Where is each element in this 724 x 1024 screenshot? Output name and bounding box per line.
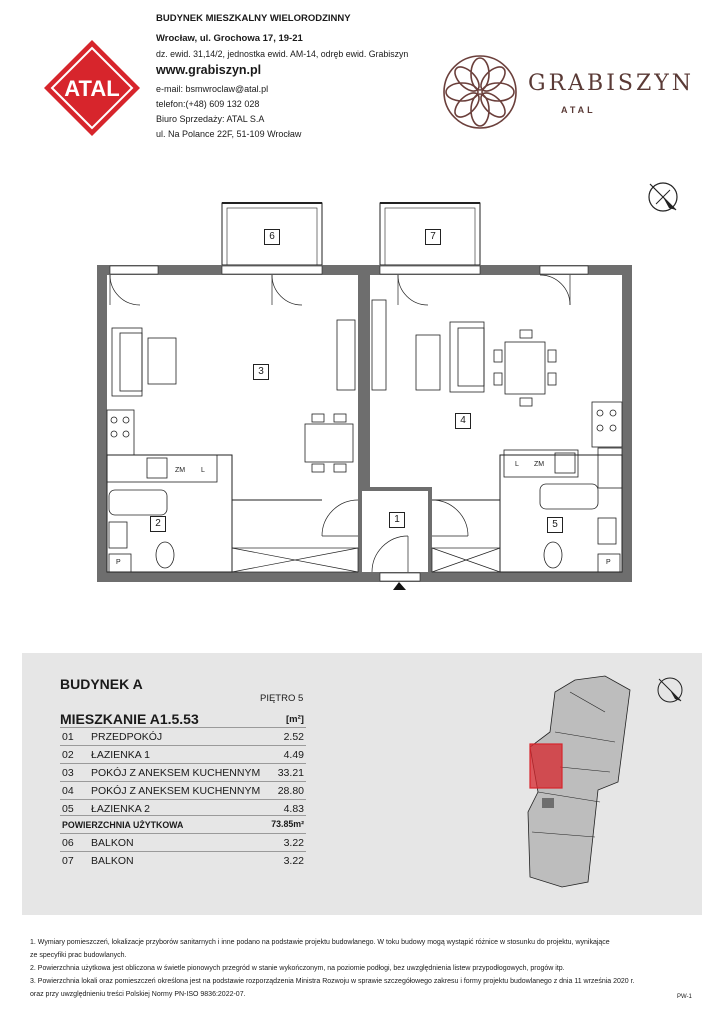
room-row: 04 POKÓJ Z ANEKSEM KUCHENNYM 28.80 — [60, 781, 306, 799]
room-label-3: 3 — [253, 364, 269, 380]
floor-plan — [0, 170, 724, 600]
fixture-l-right: L — [515, 461, 519, 468]
balcony-row: 06 BALKON 3.22 — [60, 833, 306, 851]
header-website[interactable]: www.grabiszyn.pl — [156, 63, 262, 77]
brand-name: GRABISZYN — [528, 71, 695, 96]
room-row: 01 PRZEDPOKÓJ 2.52 — [60, 727, 306, 745]
footnote: oraz przy uwzględnieniu treści Polskiej Normy PN-ISO 9836:2022-07. — [30, 991, 246, 998]
area-unit: [m²] — [286, 714, 304, 725]
room-row: 03 POKÓJ Z ANEKSEM KUCHENNYM 33.21 — [60, 763, 306, 781]
building-key-plan — [510, 672, 660, 897]
header-phone: telefon:(+48) 609 132 028 — [156, 99, 260, 109]
apartment-highlight — [530, 744, 562, 788]
total-area-value: 73.85m² — [271, 819, 304, 829]
header-address: Wrocław, ul. Grochowa 17, 19-21 — [156, 33, 303, 44]
walls — [97, 265, 632, 582]
header-office-street: ul. Na Polance 22F, 51-109 Wrocław — [156, 129, 302, 139]
apartment-number: MIESZKANIE A1.5.53 — [60, 711, 199, 727]
footnote: 2. Powierzchnia użytkowa jest obliczona w świetle pionowych przegród w stanie wykończonym, na poziomie podłogi, bez uwzględnienia listew przypodłogowych, progów itp. — [30, 965, 565, 972]
room-label-5: 5 — [547, 517, 563, 533]
room-label-2: 2 — [150, 516, 166, 532]
atal-logo — [42, 38, 142, 138]
footnote: 3. Powierzchnia lokali oraz pomieszczeń określona jest na podstawie rozporządzenia Ministra Rozwoju w sprawie szczegółowego zakresu i formy projektu budowlanego z dnia 11 września 2020 r. — [30, 978, 635, 985]
room-row: 02 ŁAZIENKA 1 4.49 — [60, 745, 306, 763]
room-label-1: 1 — [389, 512, 405, 528]
grabiszyn-brand-icon — [440, 52, 520, 132]
fixture-l-left: L — [201, 467, 205, 474]
living-left-furniture — [112, 320, 355, 472]
total-area-row — [60, 815, 306, 833]
fixture-zm-right: ZM — [534, 461, 545, 468]
header-email[interactable]: e-mail: bsmwroclaw@atal.pl — [156, 84, 269, 94]
fixture-zm-left: ZM — [175, 467, 186, 474]
balcony-row: 07 BALKON 3.22 — [60, 851, 306, 869]
fixture-p-left: P — [116, 559, 121, 566]
header-plot: dz. ewid. 31,14/2, jednostka ewid. AM-14, odręb ewid. Grabiszyn — [156, 49, 409, 59]
compass-icon — [649, 183, 677, 211]
atal-logo-text: ATAL — [64, 76, 120, 101]
brand-sub: ATAL — [561, 105, 596, 115]
kitchen-right — [504, 402, 622, 488]
footnote: 1. Wymiary pomieszczeń, lokalizacje przyborów sanitarnych i inne podano na podstawie projektu budowlanego. W toku budowy mogą wystąpić różnice w stosunku do projektu, wynikające — [30, 939, 610, 946]
building-name: BUDYNEK A — [60, 676, 143, 692]
document-code: PW-1 — [677, 994, 692, 1000]
room-label-7: 7 — [425, 229, 441, 245]
room-label-6: 6 — [264, 229, 280, 245]
footnotes — [30, 936, 700, 1001]
compass-small-icon — [655, 675, 685, 705]
footnote: ze specyfiki prac budowlanych. — [30, 952, 127, 959]
header-office: Biuro Sprzedaży: ATAL S.A — [156, 114, 265, 124]
total-area-label: POWIERZCHNIA UŻYTKOWA — [62, 820, 184, 830]
room-label-4: 4 — [455, 413, 471, 429]
fixture-p-right: P — [606, 559, 611, 566]
floor-number: PIĘTRO 5 — [260, 693, 304, 704]
living-right-furniture — [372, 300, 556, 406]
header-title: BUDYNEK MIESZKALNY WIELORODZINNY — [156, 13, 351, 24]
room-row: 05 ŁAZIENKA 2 4.83 — [60, 799, 306, 817]
entrance-arrow-icon — [393, 582, 406, 590]
